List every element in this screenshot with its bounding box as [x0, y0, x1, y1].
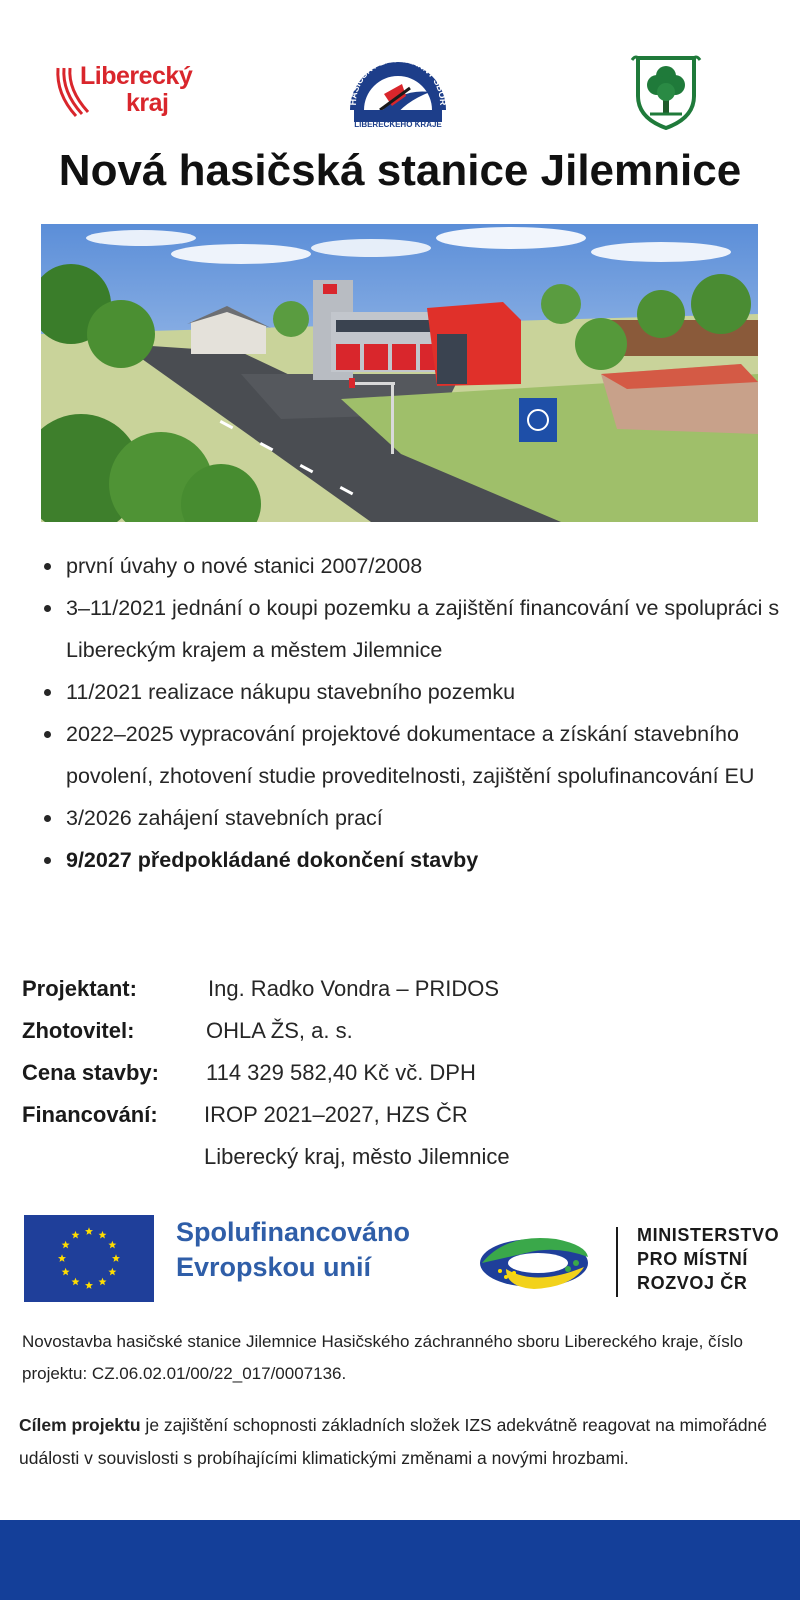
fact-value: IROP 2021–2027, HZS ČR — [204, 1102, 468, 1127]
hzs-emblem-icon — [340, 44, 456, 124]
mmr-line1: MINISTERSTVO — [637, 1225, 780, 1245]
fact-label: Financování: — [22, 1102, 158, 1127]
hzs-bottom-text: LIBERECKÉHO KRAJE — [354, 120, 442, 129]
eu-star — [108, 1241, 116, 1249]
header-logos — [0, 40, 800, 140]
city-crest-logo — [630, 52, 702, 130]
eu-stars-icon — [24, 1215, 154, 1302]
eu-flag-icon — [24, 1215, 154, 1302]
eu-line1: Spolufinancováno — [176, 1217, 411, 1247]
fact-value: OHLA ŽS, a. s. — [206, 1018, 353, 1043]
eu-star — [85, 1281, 93, 1289]
mmr-logo — [476, 1227, 596, 1297]
mmr-separator — [616, 1227, 618, 1297]
timeline-item: 3/2026 zahájení stavebních prací — [66, 797, 800, 839]
eu-star — [99, 1231, 107, 1239]
eu-line2: Evropskou unií — [176, 1252, 372, 1282]
eu-star — [112, 1254, 120, 1262]
timeline-item: 3–11/2021 jednání o koupi pozemku a zajištění financování ve spolupráci s Libereckým krajem a městem Jilemnice — [66, 587, 800, 671]
timeline-item: první úvahy o nové stanici 2007/2008 — [66, 545, 800, 587]
timeline-item: 2022–2025 vypracování projektové dokumentace a získání stavebního povolení, zhotovení studie proveditelnosti, zajištění spolufinancování EU — [66, 713, 800, 797]
fact-cena — [22, 1052, 782, 1094]
fact-label: Projektant: — [22, 976, 137, 1001]
fact-zhotovitel — [22, 1010, 782, 1052]
funding-logos — [24, 1215, 784, 1305]
goal-lead: Cílem projektu — [19, 1415, 141, 1435]
eu-star — [99, 1278, 107, 1286]
mmr-line2: PRO MÍSTNÍ — [637, 1249, 749, 1269]
goal-rest: je zajištění schopnosti základních složek IZS adekvátně reagovat na mimořádné události v souvislosti s probíhajícími klimatickými změnami a novými hrozbami. — [19, 1415, 768, 1468]
region-logo-line2: kraj — [126, 89, 169, 117]
timeline-item: 11/2021 realizace nákupu stavebního pozemku — [66, 671, 800, 713]
project-number-note: Novostavba hasičské stanice Jilemnice Hasičského záchranného sboru Libereckého kraje, číslo projektu: CZ.06.02.01/00/22_017/0007136. — [22, 1332, 743, 1383]
mmr-emblem-icon — [476, 1227, 596, 1297]
fire-station-visualization-image — [41, 224, 758, 522]
fact-value: Ing. Radko Vondra – PRIDOS — [208, 976, 500, 1001]
fact-value: 114 329 582,40 Kč vč. DPH — [206, 1060, 476, 1085]
hzs-top-text: HASIČSKÝ ZÁCHRANNÝ SBOR — [347, 53, 449, 106]
eu-star — [62, 1268, 70, 1276]
eu-star — [108, 1268, 116, 1276]
fact-value: Liberecký kraj, město Jilemnice — [204, 1144, 510, 1169]
eu-star — [72, 1278, 80, 1286]
region-logo-line1: Liberecký — [80, 62, 193, 90]
fact-label: Zhotovitel: — [22, 1018, 135, 1043]
footer-band — [0, 1520, 800, 1600]
liberecky-kraj-logo — [54, 60, 194, 120]
hzs-logo — [340, 44, 456, 136]
fact-label: Cena stavby: — [22, 1060, 159, 1085]
project-goal-note — [19, 1409, 789, 1475]
timeline-item-highlight: 9/2027 předpokládané dokončení stavby — [66, 839, 800, 881]
eu-cofunding-text — [176, 1215, 410, 1285]
eu-star — [72, 1231, 80, 1239]
fact-financovani — [22, 1094, 782, 1136]
fire-station-visualization — [41, 224, 758, 522]
mmr-line3: ROZVOJ ČR — [637, 1273, 748, 1293]
page-title: Nová hasičská stanice Jilemnice — [58, 146, 742, 195]
timeline-list — [40, 545, 800, 881]
eu-star — [62, 1241, 70, 1249]
mmr-text — [637, 1223, 779, 1295]
eu-star — [58, 1254, 66, 1262]
fact-projektant — [22, 968, 782, 1010]
eu-star — [85, 1227, 93, 1235]
city-crest-tree-icon — [630, 52, 702, 130]
fact-financovani-cont — [22, 1136, 782, 1178]
project-facts — [22, 968, 782, 1178]
